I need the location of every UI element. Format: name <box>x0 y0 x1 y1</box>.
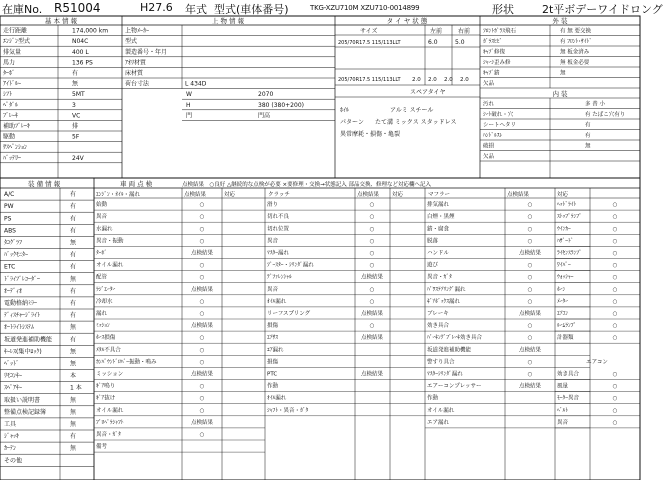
equipment-label: ｵｰﾄﾗｲﾄｼｽﾃﾑ <box>4 324 35 332</box>
engine-result: 点検結果 <box>190 419 214 426</box>
body-info-value: L 434D <box>185 80 207 88</box>
basic-value: 無 <box>72 80 79 88</box>
equipment-value: 本 <box>70 372 77 380</box>
engine-label: 水漏れ <box>96 226 113 233</box>
engine-result: ○ <box>199 335 205 342</box>
equipment-value: 無 <box>70 324 77 332</box>
engine-label: 異音・ｶﾞﾀ <box>96 432 121 438</box>
tire-left-front: 6.0 <box>428 39 438 46</box>
clutch-label: ｵｲﾙ漏れ <box>267 395 287 402</box>
clutch-label: ｼｬﾌﾄ・異音・ｶﾞﾀ <box>267 407 309 414</box>
engine-result: ○ <box>199 274 205 281</box>
clutch-result: 点検結果 <box>360 274 384 281</box>
basic-value: 3 <box>72 101 76 109</box>
muffler-result: ○ <box>527 238 533 245</box>
exterior-label: ｼｬｰｼ歪み修 <box>483 60 511 66</box>
muffler-result: ○ <box>527 298 533 305</box>
exterior-value: 有 ﾌﾛﾝﾄ･ｻｲﾄﾞ <box>560 39 592 45</box>
equipment-value: 有 <box>70 336 77 344</box>
clutch-result: ○ <box>369 250 375 257</box>
equipment-label: 電動格納ﾐﾗｰ <box>4 300 38 307</box>
clutch-result: ○ <box>369 286 375 293</box>
stock-label: 在庫No. <box>2 3 43 16</box>
equipment-label: 工具 <box>4 421 17 428</box>
clutch-label: ｴｱｻｽ <box>267 335 279 342</box>
basic-label: ｴﾝｼﾞﾝ型式 <box>3 38 31 46</box>
muffler-result: ○ <box>527 335 533 342</box>
equipment-value: 無 <box>70 275 77 283</box>
muffler-label: 脱落 <box>427 238 439 245</box>
muffler-label: ﾊﾟﾜｽﾃｱﾘﾝｸﾞ漏れ <box>427 286 466 293</box>
engine-label: ﾀｰﾎﾞ <box>96 250 108 257</box>
light-check-label: ﾜｲﾊﾟｰ <box>557 262 571 269</box>
dim-label: H <box>186 101 191 109</box>
clutch-result: ○ <box>369 238 375 245</box>
clutch-label: 切れ不良 <box>267 214 290 221</box>
aircon-label: 効き具合 <box>557 371 580 378</box>
light-check-label: ｽﾄｯﾌﾟﾗﾝﾌﾟ <box>557 214 582 221</box>
tire-rear-value: 2.0 <box>444 77 453 83</box>
basic-value: 5F <box>72 133 80 141</box>
tire-rear-value: 2.0 <box>428 77 437 83</box>
aircon-label: 風量 <box>557 383 569 390</box>
equipment-label: 坂道発進補助機能 <box>4 336 53 344</box>
equipment-value: 無 <box>70 360 77 368</box>
light-check-result: ○ <box>612 214 618 221</box>
tire-remark: 異常摩耗・損傷・亀裂 <box>340 131 401 138</box>
engine-result: ○ <box>199 359 205 366</box>
light-check-label: ﾙｰﾑﾗﾝﾌﾟ <box>557 323 577 330</box>
engine-result: ○ <box>199 432 205 438</box>
equipment-label: ETC <box>4 263 16 271</box>
equipment-value: 有 <box>70 191 77 199</box>
clutch-result: ○ <box>369 323 375 330</box>
light-check-result: ○ <box>612 274 618 281</box>
tire-size-header: サイズ <box>360 28 378 35</box>
engine-label: 冷却水 <box>96 298 113 305</box>
aircon-result: ○ <box>612 395 618 402</box>
exterior-value: 無 板金済み <box>560 49 590 56</box>
exterior-label: 欠品 <box>483 81 495 87</box>
equipment-value: 無 <box>70 396 77 404</box>
engine-result: 点検結果 <box>190 371 214 378</box>
wheel-type: アルミ スチール <box>390 107 434 114</box>
model-year: H27.6 <box>140 1 173 14</box>
body-info-label: ｱｵﾘ材質 <box>125 59 147 67</box>
muffler-result: ○ <box>527 371 533 378</box>
engine-label: オイル漏れ <box>96 407 124 414</box>
light-check-result: ○ <box>612 202 618 209</box>
light-check-result: ○ <box>612 238 618 245</box>
clutch-result: ○ <box>369 226 375 233</box>
aircon-label: ﾓｰﾀｰ異音 <box>557 395 580 402</box>
engine-label: 異音 <box>96 214 108 221</box>
aircon-result: ○ <box>612 371 618 378</box>
equipment-value: 1 本 <box>70 384 82 392</box>
equipment-label: 取扱い説明書 <box>4 396 41 404</box>
equipment-label: ｶｰﾃﾝ <box>4 445 17 453</box>
interior-label: ｼｰﾄ破れ・穴 <box>483 112 514 118</box>
equipment-value: 有 <box>70 287 77 295</box>
engine-label: ｷﾞｱ鳴り <box>96 383 116 390</box>
basic-label: ﾍﾟﾀﾞﾙ <box>3 101 19 109</box>
wheel-label: ﾎｲﾙ <box>340 107 350 114</box>
basic-value: 24V <box>72 154 84 162</box>
light-check-result: ○ <box>612 250 618 257</box>
muffler-label: 白煙・黒煙 <box>427 214 455 221</box>
interior-label: 欠品 <box>483 154 495 160</box>
muffler-label: 錆・腐食 <box>427 226 450 233</box>
clutch-label: ﾌﾞｰｽﾀｰ・ｼﾘﾝﾀﾞ漏れ <box>267 262 314 269</box>
clutch-label: ｴｱ漏れ <box>267 347 284 354</box>
equipment-label: PW <box>4 203 14 211</box>
aircon-label: ﾍﾞﾙﾄ <box>557 407 569 414</box>
tire-right-front: 5.0 <box>455 39 465 46</box>
result-header: 点検結果 <box>507 192 530 198</box>
body-info-label: 型式 <box>125 38 138 46</box>
basic-label: ｼﾌﾄ <box>3 91 13 99</box>
equipment-label: PS <box>4 215 12 223</box>
muffler-label: ブレーキ <box>427 311 449 317</box>
basic-label: 走行距離 <box>3 27 28 35</box>
shape-label: 形状 <box>492 3 514 16</box>
exterior-value: 無 <box>560 70 566 77</box>
clutch-result: 点検結果 <box>360 371 384 378</box>
clutch-result: ○ <box>369 298 375 305</box>
exterior-label: ｷｬﾌﾞ錆 <box>483 70 500 77</box>
equipment-label: A/C <box>4 191 15 199</box>
equipment-value: 無 <box>70 445 77 453</box>
engine-result: ○ <box>199 311 205 317</box>
equipment-label: ﾘﾓｺﾝｷｰ <box>4 372 23 380</box>
model-type-label: 型式(車体番号) <box>214 3 289 16</box>
dim-value: 380 (380+200) <box>258 101 304 109</box>
response-header: 対応 <box>557 192 569 198</box>
section-clutch-title: クラッチ <box>268 192 290 198</box>
equipment-value: 有 <box>70 263 77 271</box>
muffler-result: ○ <box>527 202 533 209</box>
muffler-result: 点検結果 <box>518 383 542 390</box>
clutch-label: 異音 <box>267 286 279 293</box>
light-check-result: ○ <box>612 286 618 293</box>
basic-label: ﾊﾞｯﾃﾘｰ <box>3 154 22 162</box>
muffler-result: ○ <box>527 286 533 293</box>
exterior-title: 外 装 <box>552 17 568 25</box>
equipment-value: 無 <box>70 239 77 247</box>
body-info-title: 上 物 情 報 <box>211 17 245 25</box>
basic-value: N04C <box>72 38 89 46</box>
engine-result: ○ <box>199 407 205 414</box>
engine-result: 点検結果 <box>190 286 214 293</box>
basic-value: 136 PS <box>72 59 93 67</box>
basic-value: 排 <box>72 123 79 130</box>
muffler-label: 遊び <box>427 262 439 269</box>
muffler-result: ○ <box>527 262 533 269</box>
equipment-label: ｷｰﾚｽ(集中ﾛｯｸ) <box>4 348 42 356</box>
basic-value: 400 L <box>72 48 89 56</box>
light-check-label: 計器類 <box>557 335 574 342</box>
clutch-label: 損傷 <box>267 359 279 366</box>
response-header: 対応 <box>392 192 404 198</box>
exterior-value: 無 板金必要 <box>560 60 590 66</box>
equipment-title: 装 備 情 報 <box>28 180 61 188</box>
engine-result: ○ <box>199 202 205 209</box>
muffler-result: ○ <box>527 323 533 330</box>
section-muffler-title: マフラー <box>428 192 451 198</box>
interior-label: ﾊﾝﾄﾞﾙｽﾚ <box>483 133 503 139</box>
engine-label: ﾒﾀﾙ不具合 <box>96 347 121 354</box>
dim-label: W <box>186 91 192 99</box>
body-info-label: 製造番号・年月 <box>125 48 168 56</box>
engine-label: ﾗｼﾞｴｰﾀｰ <box>96 286 116 293</box>
clutch-label: 滑り <box>267 202 279 209</box>
muffler-label: 効き具合 <box>427 323 450 330</box>
body-info-label: 床材質 <box>125 70 144 77</box>
muffler-label: エア漏れ <box>427 419 450 426</box>
muffler-result: 点検結果 <box>518 347 542 354</box>
interior-label: シートヘタリ <box>483 122 517 129</box>
muffler-label: 警すり具合 <box>427 359 455 366</box>
engine-result: ○ <box>199 347 205 354</box>
spare-tire-label: スペアタイヤ <box>410 89 446 96</box>
engine-label: ﾐｯｼｮﾝ <box>96 323 110 330</box>
clutch-label: 異音 <box>267 238 279 245</box>
equipment-label: その他 <box>4 457 23 465</box>
exterior-label: ｶﾞﾗｽﾋﾋﾞ <box>483 39 503 45</box>
equipment-value: 有 <box>70 251 77 259</box>
inspection-legend: 点検結果 ○良好 △継続的な点検が必要 ×要修理・交換→状態記入 部品交換、修理など対応欄へ記入 <box>182 182 431 188</box>
muffler-label: 作動 <box>427 395 439 402</box>
light-check-result: ○ <box>612 262 618 269</box>
inspection-title: 車 両 点 検 <box>120 180 153 188</box>
response-header: 対応 <box>224 192 236 198</box>
equipment-label: ﾍﾞｯﾄﾞ <box>4 360 20 368</box>
clutch-result: 点検結果 <box>360 335 384 342</box>
tire-rear-value: 2.0 <box>412 77 421 83</box>
interior-value: 有 たばこ穴有り <box>585 112 626 118</box>
equipment-value: 有 <box>70 433 77 441</box>
basic-value: 5MT <box>72 91 85 99</box>
light-check-label: ﾍｯﾄﾞﾗｲﾄ <box>557 202 577 209</box>
section-engine-title: ｴﾝｼﾞﾝ・ｵｲﾙ・漏れ <box>96 192 141 198</box>
body-type: 2t平ボデーワイドロング <box>542 3 663 16</box>
engine-label: 始動 <box>96 202 108 209</box>
clutch-label: PTC <box>267 371 278 378</box>
equipment-label: ｽﾍﾟｱｷｰ <box>4 384 23 392</box>
equipment-label: ﾊﾞｯｸﾓﾆﾀｰ <box>4 251 29 259</box>
engine-label: 漏れ <box>96 311 108 317</box>
light-check-label: ｴｱｺﾝ <box>557 311 569 317</box>
result-header: 点検結果 <box>184 192 207 198</box>
equipment-label: 整備点検記録簿 <box>4 408 47 416</box>
engine-result: ○ <box>199 298 205 305</box>
equipment-value: 有 <box>70 203 77 211</box>
engine-label: ｶﾝﾊﾟｳﾝﾄﾞﾛﾊﾞｰ振動・鳴み <box>96 359 157 366</box>
muffler-label: 異音・ｶﾞﾀ <box>427 274 452 281</box>
model-number: TKG-XZU710M XZU710-0014899 <box>310 4 420 12</box>
interior-value: 多 普 小 <box>585 101 605 108</box>
engine-label: 備考 <box>96 444 108 451</box>
engine-label: オイル漏れ <box>96 262 124 269</box>
muffler-result: ○ <box>527 359 533 366</box>
engine-result: ○ <box>199 262 205 269</box>
light-check-label: ﾒｰﾀｰ <box>557 298 569 305</box>
light-check-result: ○ <box>612 311 618 317</box>
basic-label: 排気量 <box>3 48 22 56</box>
muffler-label: ハンドル <box>427 250 450 257</box>
equipment-value: 有 <box>70 300 77 307</box>
equipment-label: ﾀｺｸﾞﾗﾌ <box>4 239 23 247</box>
equipment-value: 有 <box>70 215 77 223</box>
muffler-label: エアーコンプレッサー <box>427 383 482 390</box>
aircon-result: ○ <box>612 407 618 414</box>
muffler-label: オイル漏れ <box>427 407 455 414</box>
equipment-label: ｵｰﾃﾞｨｵ <box>4 287 23 295</box>
engine-label: ﾌﾟﾛﾍﾟﾗｼｬﾌﾄ <box>96 419 124 426</box>
muffler-label: ﾏｽﾀｰｼﾘﾝﾀﾞ漏れ <box>427 371 463 378</box>
light-check-result: ○ <box>612 335 618 342</box>
light-check-label: ﾗｲｾﾝｽﾗﾝﾌﾟ <box>557 250 582 257</box>
stock-number: R51004 <box>54 1 101 15</box>
basic-label: 馬力 <box>3 59 16 67</box>
basic-value: 174,000 km <box>72 27 109 35</box>
year-label: 年式 <box>185 3 207 16</box>
result-header: 点検結果 <box>357 192 380 198</box>
interior-value: 無 <box>585 143 591 150</box>
interior-value: 有 <box>585 122 591 129</box>
interior-value: 有 <box>585 133 591 139</box>
muffler-label: ﾊﾟｰｷﾝｸﾞﾌﾞﾚｰｷ効き具合 <box>427 335 483 342</box>
engine-label: 配管 <box>96 274 108 281</box>
basic-label: ｱｲﾄﾞﾙｰ <box>3 80 22 88</box>
dim-label: 門 <box>186 112 193 120</box>
basic-info-title: 基 本 情 報 <box>44 17 78 25</box>
equipment-value: 有 <box>70 227 77 235</box>
body-info-label: 荷台寸法 <box>125 80 150 88</box>
engine-result: ○ <box>199 383 205 390</box>
clutch-result: ○ <box>369 202 375 209</box>
equipment-value: 無 <box>70 408 77 416</box>
aircon-result: ○ <box>612 383 618 390</box>
clutch-label: 損傷 <box>267 323 279 330</box>
equipment-label: ﾃﾞｨｽﾁｬｰｼﾞﾗｲﾄ <box>4 312 41 320</box>
muffler-result: ○ <box>527 274 533 281</box>
engine-label: ミッション <box>96 371 124 378</box>
tire-left-front-header: 左前 <box>430 28 443 35</box>
tire-rear-value: 2.0 <box>460 77 469 83</box>
muffler-label: 排気漏れ <box>427 202 450 209</box>
clutch-label: ｵｲﾙ漏れ <box>267 298 287 305</box>
light-check-result: ○ <box>612 323 618 330</box>
muffler-label: 坂道発進補助機能 <box>427 347 472 354</box>
engine-result: ○ <box>199 214 205 221</box>
basic-label: ﾌﾞﾚｰｷ <box>3 112 19 120</box>
basic-label: ｻｽﾍﾟﾝｼｮﾝ <box>3 144 28 152</box>
clutch-label: ﾃﾞﾌｧﾚﾝｼｬﾙ <box>267 274 292 281</box>
engine-label: ﾎｰｽ損傷 <box>96 335 116 342</box>
aircon-title: エアコン <box>586 359 608 366</box>
equipment-label: ABS <box>4 227 16 235</box>
exterior-value: 有 無 要交換 <box>560 28 591 35</box>
clutch-label: ﾏｽﾀｰ漏れ <box>267 250 290 257</box>
pattern-value: たて溝 ミックス スタッドレス <box>375 119 457 126</box>
tire-right-front-header: 右前 <box>458 28 471 35</box>
exterior-label: ｷｬﾌﾞ修復 <box>483 49 506 56</box>
aircon-label: 異音 <box>557 419 569 426</box>
engine-result: 点検結果 <box>190 323 214 330</box>
aircon-result: ○ <box>612 419 618 426</box>
engine-result: 点検結果 <box>190 250 214 257</box>
tire-front-size: 205/70R17.5 115/113LLT <box>338 40 401 46</box>
clutch-result: ○ <box>369 262 375 269</box>
clutch-label: 切れ位置 <box>267 226 290 233</box>
light-check-label: ﾊｻﾞｰﾄﾞ <box>557 238 574 245</box>
tire-state-title: タ イ ヤ 状 態 <box>386 17 428 25</box>
light-check-result: ○ <box>612 298 618 305</box>
muffler-result: ○ <box>527 226 533 233</box>
dim-value: 2070 <box>258 91 274 99</box>
engine-result: ○ <box>199 226 205 233</box>
exterior-label: ﾌﾛﾝﾄｶﾞﾗｽ飛石 <box>483 28 517 35</box>
light-check-label: ﾎｰﾝ <box>557 286 566 293</box>
engine-label: 異音・振動 <box>96 238 124 245</box>
clutch-result: 点検結果 <box>360 311 384 317</box>
light-check-label: ｳｫｯｼｬｰ <box>557 274 574 281</box>
equipment-value: 無 <box>70 421 77 428</box>
basic-label: 補助ﾌﾞﾚｰｷ <box>3 123 31 130</box>
tire-rear-size: 205/70R17.5 115/113LLT <box>338 77 401 83</box>
dim-value: 門高 <box>258 112 271 120</box>
muffler-result: 点検結果 <box>518 311 542 317</box>
pattern-label: パターン <box>340 119 364 126</box>
muffler-result: ○ <box>527 214 533 221</box>
muffler-result: 点検結果 <box>518 250 542 257</box>
muffler-label: ｷﾞｱﾎﾞｯｸｽ漏れ <box>427 298 461 305</box>
light-check-result: ○ <box>612 226 618 233</box>
interior-label: 破損 <box>483 143 495 150</box>
basic-value: VC <box>72 112 81 120</box>
equipment-value: 有 <box>70 312 77 320</box>
equipment-label: ｼﾞｬｯｷ <box>4 433 20 441</box>
basic-value: 有 <box>72 70 79 77</box>
equipment-label: ﾄﾞﾗｲﾌﾞﾚｺｰﾀﾞｰ <box>4 275 41 283</box>
engine-result: ○ <box>199 238 205 245</box>
interior-title: 内 装 <box>552 90 568 98</box>
engine-result: ○ <box>199 395 205 402</box>
equipment-value: 無 <box>70 348 77 356</box>
body-info-label: 上物ﾒｰｶｰ <box>125 27 150 35</box>
clutch-label: リーフスプリング <box>267 311 311 317</box>
basic-label: 駆動 <box>3 133 16 141</box>
basic-label: ﾀｰﾎﾞ <box>3 70 16 77</box>
engine-label: ｷﾞｱ抜け <box>96 395 116 402</box>
clutch-label: 作動 <box>267 383 279 390</box>
light-check-label: ｳｲﾝｶｰ <box>557 226 571 233</box>
clutch-result: ○ <box>369 214 375 221</box>
interior-label: 汚れ <box>483 101 495 108</box>
